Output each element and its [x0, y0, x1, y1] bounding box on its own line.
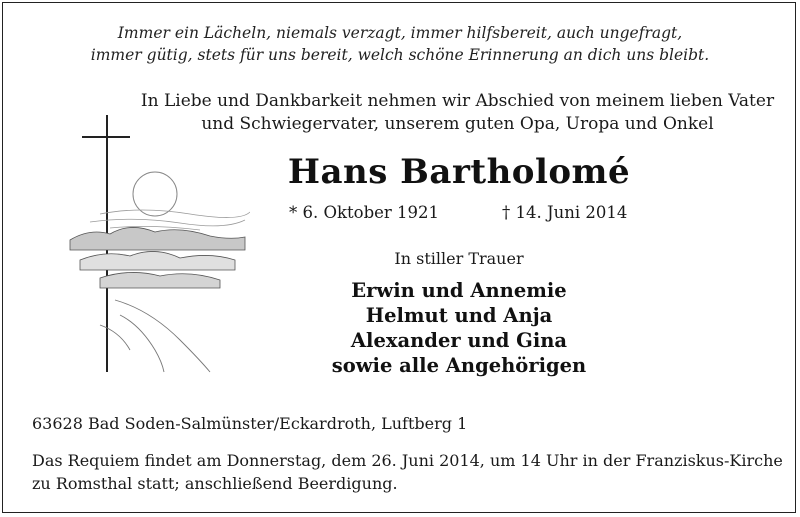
birth-date: * 6. Oktober 1921	[289, 203, 440, 222]
verse-line-2: immer gütig, stets für uns bereit, welch schöne Erinnerung an dich uns bleibt.	[90, 46, 710, 64]
intro-line-2: und Schwiegervater, unserem guten Opa, Uropa und Onkel	[201, 114, 714, 134]
mourner-name: Erwin und Annemie	[351, 279, 567, 302]
requiem-line-2: zu Romsthal statt; anschließend Beerdigung.	[32, 474, 398, 493]
deceased-name: Hans Bartholomé	[287, 152, 631, 192]
family-address: 63628 Bad Soden-Salmünster/Eckardroth, Luftberg 1	[32, 414, 468, 433]
death-date: † 14. Juni 2014	[502, 203, 628, 222]
intro-line-1: In Liebe und Dankbarkeit nehmen wir Abschied von meinem lieben Vater	[140, 91, 775, 111]
mourner-name: sowie alle Angehörigen	[331, 354, 587, 377]
mourner-name: Alexander und Gina	[350, 329, 568, 352]
requiem-line-1: Das Requiem findet am Donnerstag, dem 26. Juni 2014, um 14 Uhr in der Franziskus-Kirche	[32, 451, 783, 470]
verse-line-1: Immer ein Lächeln, niemals verzagt, immer hilfsbereit, auch ungefragt,	[117, 24, 683, 42]
mourning-heading: In stiller Trauer	[394, 249, 524, 268]
mourner-name: Helmut und Anja	[365, 304, 553, 327]
